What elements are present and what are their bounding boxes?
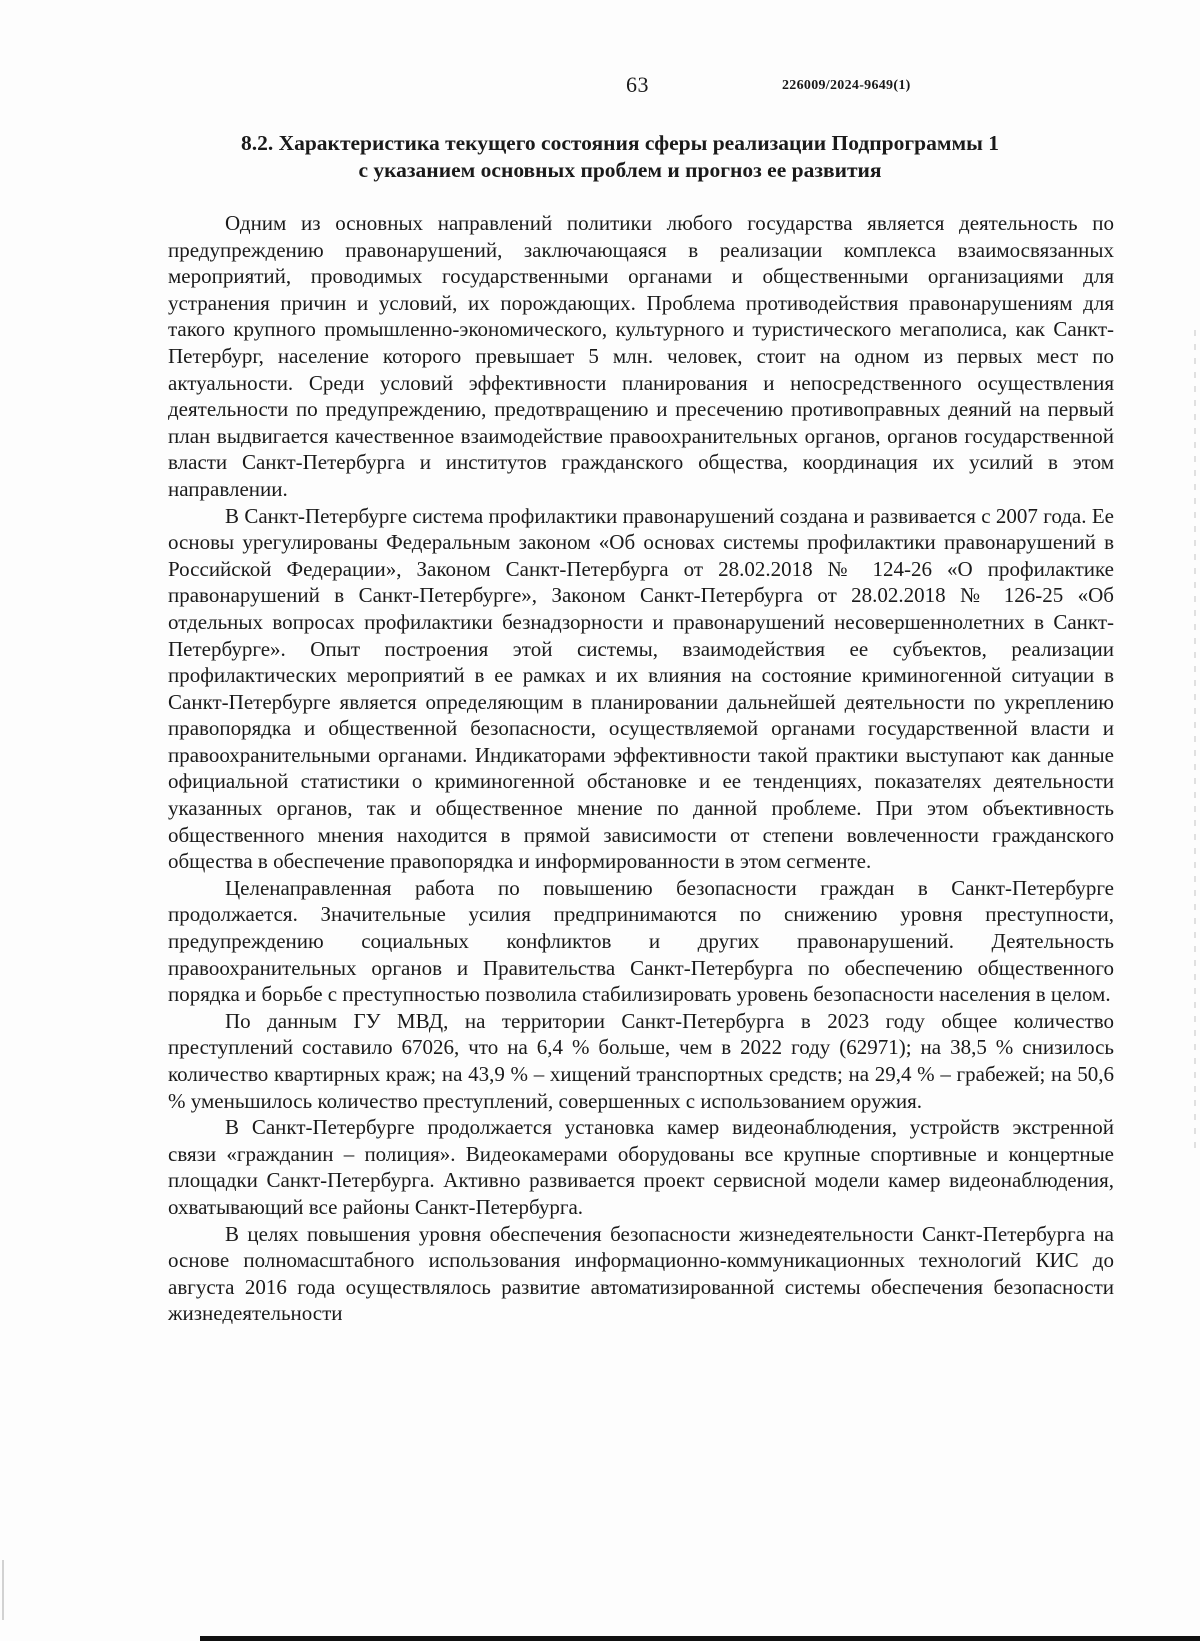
section-heading bbox=[160, 130, 1080, 184]
section-heading-line-1: 8.2. Характеристика текущего состояния сферы реализации Подпрограммы 1 bbox=[240, 131, 1000, 155]
paragraph-4: По данным ГУ МВД, на территории Санкт-Петербурга в 2023 году общее количество преступлений составило 67026, что на 6,4 % больше, чем в 2022 году (62971); на 38,5 % снизилось количество квартирных краж; на 43,9 % – хищений транспортных средств; на 29,4 % – грабежей; на 50,6 % уменьшилось количество преступлений, совершенных с использованием оружия. bbox=[168, 1008, 1114, 1113]
paragraph-5: В Санкт-Петербурге продолжается установка камер видеонаблюдения, устройств экстренной связи «гражданин – полиция». Видеокамерами оборудованы все крупные спортивные и концертные площадки Санкт-Петербурга. Активно развивается проект сервисной модели камер видеонаблюдения, охватывающий все районы Санкт-Петербурга. bbox=[168, 1115, 1114, 1219]
paragraph-2: В Санкт-Петербурге система профилактики правонарушений создана и развивается с 2007 года. Ее основы урегулированы Федеральным законом «Об основах системы профилактики правонарушений в Российской Федерации», Законом Санкт-Петербурга от 28.02.2018 № 124-26 «О профилактике правонарушений в Санкт-Петербурге», Законом Санкт-Петербурга от 28.02.2018 № 126-25 «Об отдельных вопросах профилактики безнадзорности и правонарушений несовершеннолетних в Санкт-Петербурге». Опыт построения этой системы, взаимодействия ее субъектов, реализации профилактических мероприятий в ее рамках и их влияния на состояние криминогенной ситуации в Санкт-Петербурге является определяющим в планировании дальнейшей деятельности по укреплению правопорядка и общественной безопасности, осуществляемой органами государственной власти и правоохранительными органами. Индикаторами эффективности такой практики выступают как данные официальной статистики о криминогенной обстановке и ее тенденциях, показателях деятельности указанных органов, так и общественное мнение по данной проблеме. При этом объективность общественного мнения находится в прямой зависимости от степени вовлеченности гражданского общества в обеспечение правопорядка и информированности в этом сегменте. bbox=[168, 503, 1114, 874]
body-text bbox=[168, 210, 1114, 1327]
scan-edge-marks bbox=[1194, 330, 1196, 1150]
paragraph-6: В целях повышения уровня обеспечения безопасности жизнедеятельности Санкт-Петербурга на основе полномасштабного использования информационно-коммуникационных технологий КИС до августа 2016 года осуществлялось развитие автоматизированной системы обеспечения безопасности жизнедеятельности bbox=[168, 1221, 1114, 1326]
section-heading-line-2: с указанием основных проблем и прогноз ее развития bbox=[358, 158, 882, 182]
paragraph-1: Одним из основных направлений политики любого государства является деятельность по предупреждению правонарушений, заключающаяся в реализации комплекса взаимосвязанных мероприятий, проводимых государственными органами и общественными организациями для устранения причин и условий, их порождающих. Проблема противодействия правонарушениям для такого крупного промышленно-экономического, культурного и туристического мегаполиса, как Санкт-Петербург, население которого превышает 5 млн. человек, стоит на одном из первых мест по актуальности. Среди условий эффективности планирования и непосредственного осуществления деятельности по предупреждению, предотвращению и пресечению противоправных деяний на первый план выдвигается качественное взаимодействие правоохранительных органов, органов государственной власти Санкт-Петербурга и институтов гражданского общества, координация их усилий в этом направлении. bbox=[168, 211, 1114, 501]
document-id: 226009/2024-9649(1) bbox=[782, 78, 911, 93]
scan-left-mark bbox=[2, 1560, 4, 1620]
scan-bottom-bar bbox=[200, 1636, 1200, 1641]
page-number: 63 bbox=[626, 72, 649, 97]
paragraph-3: Целенаправленная работа по повышению безопасности граждан в Санкт-Петербурге продолжается. Значительные усилия предпринимаются по снижению уровня преступности, предупреждению социальных конфликтов и других правонарушений. Деятельность правоохранительных органов и Правительства Санкт-Петербурга по обеспечению общественного порядка и борьбе с преступностью позволила стабилизировать уровень безопасности населения в целом. bbox=[168, 875, 1114, 1007]
